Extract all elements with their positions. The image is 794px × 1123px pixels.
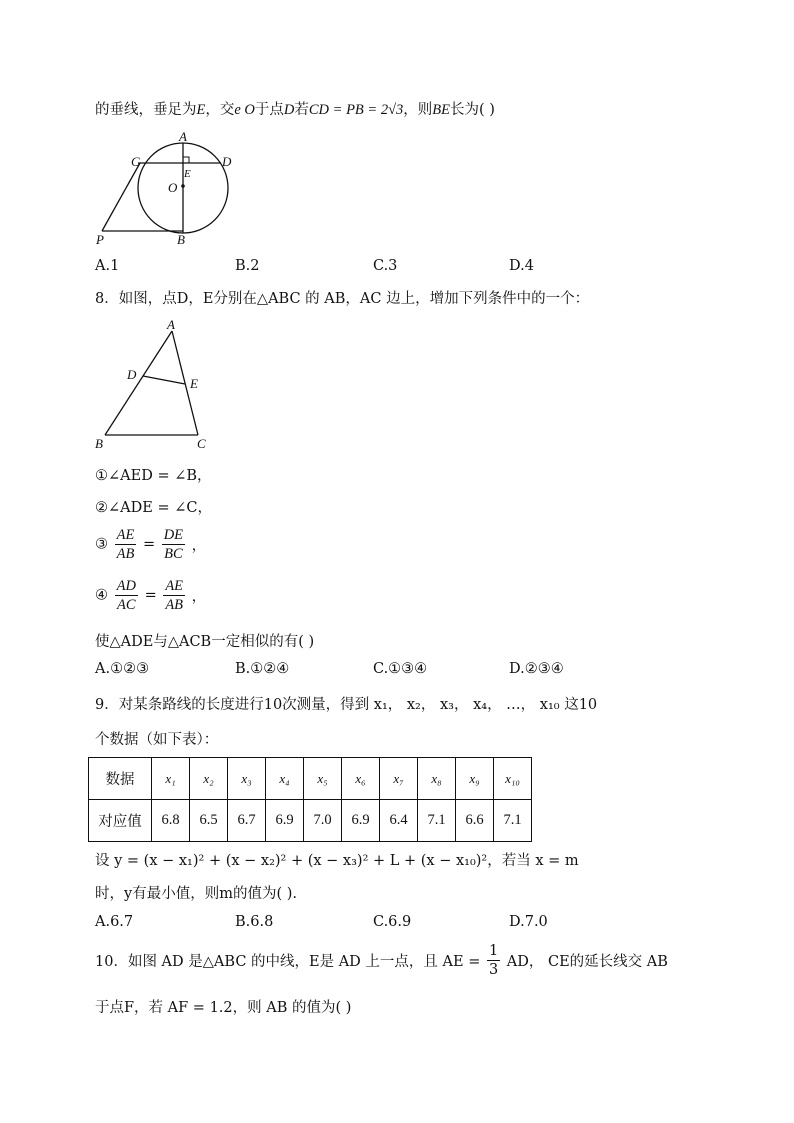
q8-cond3-num2: DE: [163, 527, 184, 543]
q8-cond3-frac2: [162, 526, 185, 563]
q10-frac-num: 1: [488, 943, 499, 959]
q9-options: [95, 914, 715, 936]
q7-label-p: P: [96, 232, 104, 247]
table-row: [89, 800, 532, 842]
q8-label-c: C: [197, 436, 206, 451]
q8-cond4-den1: AC: [117, 597, 136, 613]
q8-option-d[interactable]: D.②③④: [509, 661, 564, 677]
q9-row2-head: 对应值: [89, 800, 152, 842]
q8-cond3-num1: AE: [116, 527, 135, 543]
q10-stem-part2: AD， CE的延长线交 AB: [506, 954, 668, 970]
q9-value-9: 6.6: [456, 800, 494, 842]
q8-option-c[interactable]: C.①③④: [373, 661, 428, 677]
q9-value-7: 6.4: [380, 800, 418, 842]
q9-option-c[interactable]: C.6.9: [373, 914, 412, 930]
q9-stem-line2: 个数据（如下表）：: [95, 732, 219, 748]
q9-option-a[interactable]: A.6.7: [95, 914, 134, 930]
q9-option-d[interactable]: D.7.0: [509, 914, 548, 930]
q8-option-a[interactable]: A.①②③: [95, 661, 150, 677]
q8-condition-3: [95, 526, 206, 563]
q9-data-table: [88, 757, 532, 842]
q8-cond3-frac1: [115, 526, 137, 563]
q9-var-6: x₆: [342, 758, 380, 800]
q8-cond3-den2: BC: [164, 546, 183, 562]
q9-value-6: 6.9: [342, 800, 380, 842]
q9-var-3: x₃: [228, 758, 266, 800]
q10-frac-den: 3: [488, 962, 499, 978]
q7-label-o: O: [168, 180, 178, 195]
q8-cond4-num2: AE: [165, 578, 184, 594]
q8-options: [95, 661, 715, 683]
q8-question: 使△ADE与△ACB一定相似的有( ): [95, 634, 315, 650]
q7-label-d: D: [222, 154, 232, 169]
table-row: [89, 758, 532, 800]
q9-var-8: x₈: [418, 758, 456, 800]
q7-stem-mid2: 于点: [254, 102, 284, 118]
q9-value-3: 6.7: [228, 800, 266, 842]
q9-var-7: x₇: [380, 758, 418, 800]
q7-stem-mid3: 若: [294, 102, 309, 118]
q9-stem-line3: 时，y有最小值，则m的值为( ).: [95, 886, 297, 902]
q7-condition: CD = PB = 2√3: [308, 102, 404, 118]
q7-option-b[interactable]: B.2: [235, 258, 260, 274]
q8-cond3-mark: ③: [95, 536, 108, 553]
q8-cond4-comma: ，: [191, 589, 207, 605]
q8-condition-4: [95, 577, 206, 614]
q7-option-d[interactable]: D.4: [509, 258, 534, 274]
q8-label-d: D: [127, 367, 137, 382]
q7-stem-suffix: 长为( ): [450, 102, 495, 118]
q8-condition-1: ①∠AED = ∠B，: [95, 468, 212, 484]
q8-cond4-num1: AD: [116, 578, 136, 594]
q9-var-4: x₄: [266, 758, 304, 800]
q7-stem-prefix: 的垂线，垂足为: [95, 102, 197, 118]
q8-condition-2: ②∠ADE = ∠C，: [95, 500, 212, 516]
q9-var-9: x₉: [456, 758, 494, 800]
q8-cond4-mark: ④: [95, 587, 108, 604]
q9-formula: 设 y = (x − x₁)² + (x − x₂)² + (x − x₃)² + L + (x − x₁₀)²，若当 x = m: [95, 853, 579, 869]
q8-segment-de: [143, 376, 185, 384]
q8-side-ab: [105, 331, 172, 435]
q7-label-c: C: [131, 154, 140, 169]
q9-option-b[interactable]: B.6.8: [235, 914, 274, 930]
q8-cond4-den2: AB: [165, 597, 184, 613]
q10-stem-line1: [95, 942, 668, 979]
q9-value-5: 7.0: [304, 800, 342, 842]
q9-value-10: 7.1: [494, 800, 532, 842]
q7-stem-mid1: ，交: [205, 102, 235, 118]
q10-fraction: [487, 942, 500, 979]
q8-cond4-frac1: [115, 577, 138, 614]
q7-circle-symbol: e O: [234, 102, 255, 118]
q8-cond3-den1: AB: [116, 546, 135, 562]
q7-be-label: BE: [432, 102, 450, 118]
q8-cond3-comma: ，: [191, 538, 207, 554]
q8-label-e: E: [190, 376, 198, 391]
q9-stem-line1: 9．对某条路线的长度进行10次测量，得到 x₁， x₂， x₃， x₄， …， x₁₀ 这10: [95, 697, 598, 713]
q7-stem-mid4: ，则: [403, 102, 433, 118]
q10-stem-part1: 10．如图 AD 是△ABC 的中线，E是 AD 上一点，且 AE =: [95, 954, 481, 970]
q8-cond4-frac2: [163, 577, 185, 614]
q9-value-2: 6.5: [190, 800, 228, 842]
q8-cond3-eq: =: [142, 536, 156, 553]
q9-value-4: 6.9: [266, 800, 304, 842]
q7-option-c[interactable]: C.3: [373, 258, 398, 274]
q9-value-8: 7.1: [418, 800, 456, 842]
q9-var-1: x₁: [152, 758, 190, 800]
q8-cond4-eq: =: [144, 587, 157, 604]
q7-label-a: A: [179, 129, 187, 144]
q7-e-label: E: [196, 102, 206, 118]
q9-var-5: x₅: [304, 758, 342, 800]
q9-var-2: x₂: [190, 758, 228, 800]
q10-stem-line2: 于点F，若 AF = 1.2，则 AB 的值为( ): [95, 1000, 352, 1016]
q7-label-b: B: [177, 232, 185, 247]
q9-var-10: x₁₀: [494, 758, 532, 800]
q8-option-b[interactable]: B.①②④: [235, 661, 290, 677]
q9-row1-head: 数据: [89, 758, 152, 800]
q7-option-a[interactable]: A.1: [95, 258, 120, 274]
q7-label-e: E: [184, 168, 191, 180]
q8-stem: 8．如图，点D，E分别在△ABC 的 AB，AC 边上，增加下列条件中的一个：: [95, 291, 590, 307]
q8-label-a: A: [167, 317, 175, 332]
q8-triangle-figure: [0, 0, 794, 460]
q7-d-label: D: [283, 102, 295, 118]
q9-value-1: 6.8: [152, 800, 190, 842]
q8-label-b: B: [95, 436, 103, 451]
